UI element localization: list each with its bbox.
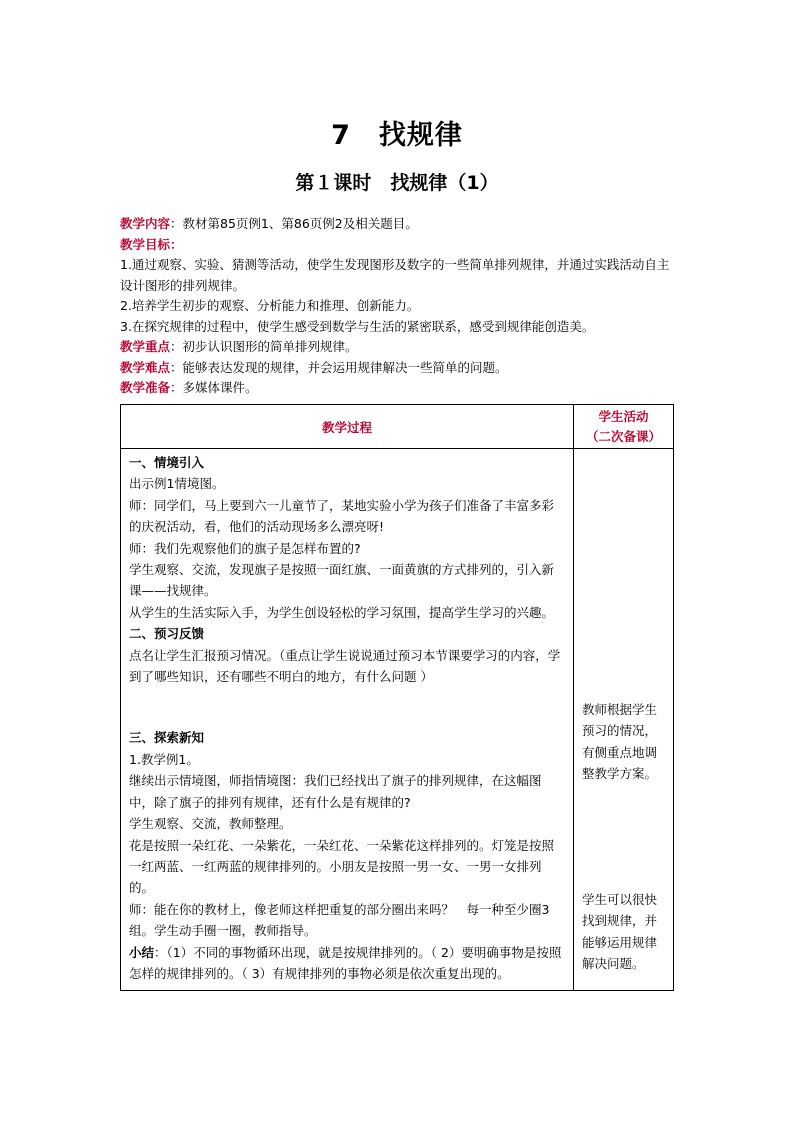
section3-line: 师：能在你的教材上，像老师这样把重复的部分圈出来吗？ 每一种至少圈3组。学生动手圈一圈，教师指导。 (129, 901, 550, 939)
section1-line: 师：同学们，马上要到六一儿童节了，某地实验小学为孩子们准备了丰富多彩的庆祝活动，看，他们的活动现场多么漂亮呀! (129, 497, 555, 535)
section3-line: 学生观察、交流，教师整理。 (129, 816, 292, 832)
table-header-row (121, 405, 674, 449)
teaching-difficulty-label: 教学难点 (120, 359, 171, 375)
teaching-content (120, 214, 680, 235)
section3-heading: 三、探索新知 (129, 730, 205, 746)
header-side-line1: 学生活动 (598, 409, 649, 424)
lesson-subtitle: 第１课时 找规律（1） (295, 172, 499, 194)
teaching-goals-colon: ： (170, 236, 183, 252)
header-student-activity (574, 405, 674, 449)
header-side-line2: （二次备课） (585, 429, 661, 444)
teaching-difficulty-text: ：能够表达发现的规律，并会运用规律解决一些简单的问题。 (170, 359, 508, 375)
section1-heading: 一、情境引入 (129, 455, 205, 470)
section2-line: 点名让学生汇报预习情况。（重点让学生说说通过预习本节课要学习的内容，学到了哪些知识，还有哪些不明白的地方，有什么问题 ） (129, 647, 561, 685)
header-teaching-process: 教学过程 (121, 405, 574, 449)
teaching-prep-label: 教学准备 (120, 380, 171, 395)
section1-line: 从学生的生活实际入手，为学生创设轻松的学习氛围，提高学生学习的兴趣。 (129, 604, 555, 620)
process-cell (121, 449, 574, 991)
lesson-process-table (120, 404, 674, 991)
teaching-key-text: ：初步认识图形的简单排列规律。 (170, 339, 358, 354)
table-body-row (121, 449, 674, 991)
teaching-content-text: ：教材第85页例1、第86页例2及相关题目。 (170, 216, 418, 231)
summary-label: 小结 (129, 944, 155, 960)
goal-1: 1.通过观察、实验、猜测等活动，使学生发现图形及数字的一些简单排列规律，并通过实践活动自主设计图形的排列规律。 (120, 257, 670, 293)
page-title: 7 找规律 (331, 120, 463, 151)
section3-line: 继续出示情境图，师指情境图：我们已经找出了旗子的排列规律，在这幅图中，除了旗子的排列有规律，还有什么是有规律的? (129, 773, 542, 810)
teaching-goals-heading (120, 235, 680, 256)
section1-line: 学生观察、交流，发现旗子是按照一面红旗、一面黄旗的方式排列的，引入新课——找规律。 (129, 562, 555, 599)
teaching-difficulty (120, 358, 680, 379)
summary (129, 942, 565, 985)
lesson-meta (120, 214, 680, 399)
section-spacer (129, 687, 565, 727)
teaching-key (120, 337, 680, 358)
teaching-goals-label: 教学目标 (120, 236, 171, 252)
section1-line: 师：我们先观察他们的旗子是怎样布置的? (129, 540, 361, 556)
side-note-explore: 学生可以很快找到规律，并能够运用规律解决问题。 (582, 892, 658, 972)
teaching-content-label: 教学内容 (120, 216, 171, 231)
section3-line: 花是按照一朵红花、一朵紫花，一朵红花、一朵紫花这样排列的。灯笼是按照一红两蓝、一红两蓝的规律排列的。小朋友是按照一男一女、一男一女排列的。 (129, 837, 555, 896)
section2-heading: 二、预习反馈 (129, 626, 205, 642)
teaching-key-label: 教学重点 (120, 339, 171, 354)
side-note-preview: 教师根据学生预习的情况，有侧重点地调整教学方案。 (582, 702, 658, 782)
summary-text: ：（1）不同的事物循环出现，就是按规律排列的。（ 2）要明确事物是按照怎样的规律排列的。（ 3）有规律排列的事物必须是依次重复出现的。 (129, 944, 562, 981)
section1-line: 出示例1情境图。 (129, 476, 225, 492)
teaching-prep (120, 378, 680, 399)
goal-3: 3.在探究规律的过程中，使学生感受到数学与生活的紧密联系，感受到规律能创造美。 (120, 318, 595, 334)
teaching-prep-text: ：多媒体课件。 (170, 380, 258, 395)
student-activity-cell (574, 449, 674, 991)
goal-2: 2.培养学生初步的观察、分析能力和推理、创新能力。 (120, 298, 420, 313)
section3-line: 1.教学例1。 (129, 751, 199, 767)
